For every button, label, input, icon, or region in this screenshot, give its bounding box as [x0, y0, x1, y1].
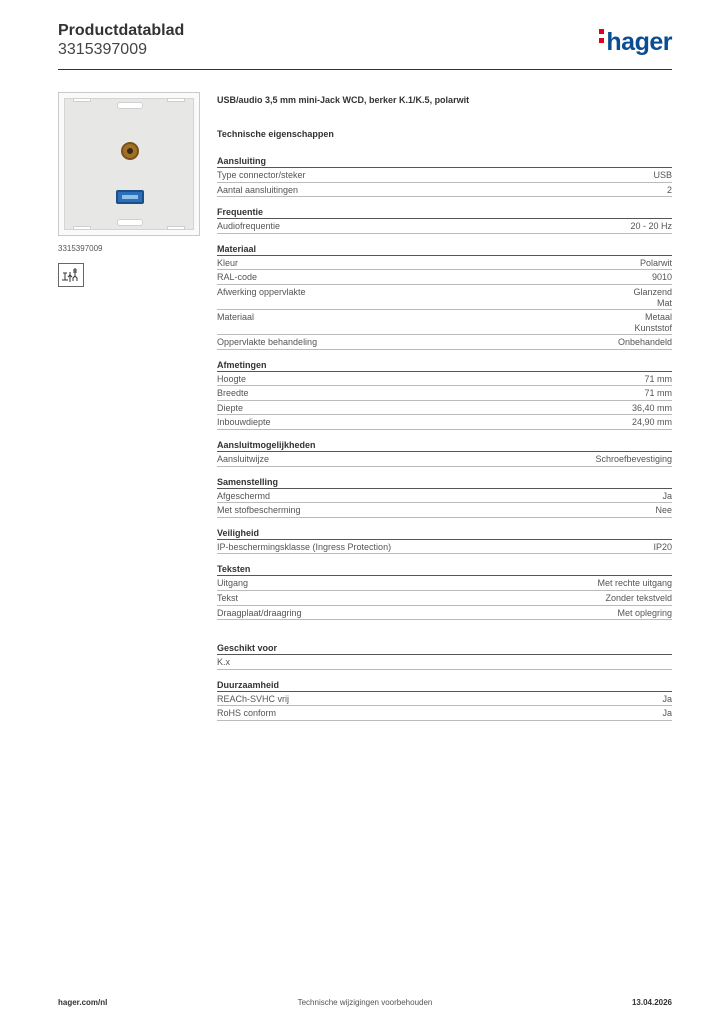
spec-section — [217, 359, 672, 430]
spec-row — [217, 310, 672, 335]
spec-label: Type connector/steker — [217, 170, 306, 180]
section-title: Veiligheid — [217, 527, 672, 540]
spec-value — [618, 337, 672, 349]
logo-text: hager — [606, 28, 672, 56]
product-image — [58, 92, 200, 236]
spec-row — [217, 270, 672, 285]
spec-value-line: Nee — [655, 505, 672, 516]
spec-section — [217, 527, 672, 555]
spec-label: Afgeschermd — [217, 490, 271, 501]
spec-value — [644, 374, 672, 386]
audio-jack-icon — [121, 142, 139, 160]
spec-label: Afwerking oppervlakte — [217, 286, 306, 297]
spec-value — [662, 708, 672, 720]
section-title: Frequentie — [217, 206, 672, 219]
spec-value-line: Zonder tekstveld — [605, 592, 672, 603]
spec-value-line: 36,40 mm — [631, 402, 672, 413]
spec-row — [217, 540, 672, 555]
spec-value-line: Metaal — [644, 311, 672, 322]
spec-row — [217, 401, 672, 416]
spec-value — [662, 694, 672, 706]
spec-label: K.x — [217, 657, 231, 668]
spec-value — [667, 185, 672, 197]
spec-row — [217, 706, 672, 721]
spec-section — [217, 642, 672, 670]
spec-value — [655, 505, 672, 517]
spec-label: Kleur — [217, 257, 239, 268]
page-header — [58, 22, 672, 68]
spec-value — [634, 312, 672, 334]
usb-port-icon — [116, 190, 144, 204]
spec-sections-extra — [217, 642, 672, 721]
spec-value-line: Ja — [662, 490, 672, 501]
spec-label: Aantal aansluitingen — [217, 184, 299, 195]
spec-label: IP-beschermingsklasse (Ingress Protection) — [217, 541, 392, 552]
spec-value-line: Onbehandeld — [617, 336, 672, 347]
spec-section — [217, 155, 672, 197]
spec-section — [217, 679, 672, 721]
spec-value-line: Schroefbevestiging — [595, 453, 672, 464]
spec-row — [217, 183, 672, 198]
spec-value — [640, 258, 672, 270]
spec-value-line: 9010 — [651, 272, 672, 283]
spec-section — [217, 243, 672, 350]
spec-value — [652, 272, 672, 284]
spec-row — [217, 415, 672, 430]
spec-value — [662, 491, 672, 503]
section-title: Materiaal — [217, 243, 672, 256]
spec-row — [217, 168, 672, 183]
spec-value — [595, 454, 672, 466]
spec-value — [653, 542, 672, 554]
section-title: Samenstelling — [217, 476, 672, 489]
spec-value — [605, 593, 672, 605]
spec-row — [217, 372, 672, 387]
spec-row — [217, 219, 672, 234]
spec-value-line: Ja — [662, 693, 672, 704]
spec-label: RAL-code — [217, 272, 258, 283]
spec-value-line: Mat — [656, 297, 672, 308]
spec-value — [597, 578, 672, 590]
spec-label: Hoogte — [217, 373, 247, 384]
section-title: Geschikt voor — [217, 642, 672, 655]
spec-section — [217, 476, 672, 518]
spec-row — [217, 256, 672, 271]
spec-row — [217, 503, 672, 518]
spec-label: Draagplaat/draagring — [217, 607, 302, 618]
spec-content — [217, 95, 672, 730]
spec-label: RoHS conform — [217, 708, 277, 719]
section-title: Aansluitmogelijkheden — [217, 439, 672, 452]
spec-label: REACh-SVHC vrij — [217, 693, 290, 704]
spec-value-line: 20 - 20 Hz — [630, 221, 672, 232]
section-title: Aansluiting — [217, 155, 672, 168]
spec-row — [217, 576, 672, 591]
document-number: 3315397009 — [58, 41, 147, 58]
spec-value-line: Ja — [662, 708, 672, 719]
spec-value-line: 2 — [666, 184, 672, 195]
spec-value — [632, 417, 672, 429]
spec-label: Tekst — [217, 592, 239, 603]
spec-row — [217, 386, 672, 401]
spec-row — [217, 606, 672, 621]
spec-value-line: Polarwit — [639, 257, 672, 268]
spec-value-line: Met rechte uitgang — [597, 578, 672, 589]
section-title: Duurzaamheid — [217, 679, 672, 692]
usb-jack-wiring-symbol-icon — [58, 263, 84, 287]
header-divider — [58, 69, 672, 70]
spec-label: Met stofbescherming — [217, 505, 301, 516]
spec-sections — [217, 155, 672, 620]
spec-value — [633, 287, 672, 309]
spec-section — [217, 563, 672, 620]
footer-website-link[interactable]: hager.com/nl — [58, 998, 108, 1007]
spec-label: Aansluitwijze — [217, 453, 270, 464]
spec-label: Uitgang — [217, 578, 249, 589]
spec-row — [217, 452, 672, 467]
spec-section — [217, 439, 672, 467]
footer-date: 13.04.2026 — [631, 998, 672, 1007]
spec-value-line: Glanzend — [633, 286, 672, 297]
footer-disclaimer: Technische wijzigingen voorbehouden — [297, 998, 433, 1007]
image-caption: 3315397009 — [58, 244, 103, 253]
spec-row — [217, 335, 672, 350]
spec-value — [617, 608, 672, 620]
spec-value — [630, 221, 672, 233]
spec-value — [632, 403, 672, 415]
spec-row — [217, 489, 672, 504]
logo-dots-icon — [599, 29, 604, 47]
spec-row — [217, 692, 672, 707]
spec-label: Materiaal — [217, 311, 255, 322]
spec-value-line: 71 mm — [644, 373, 672, 384]
spec-value — [653, 170, 672, 182]
hager-logo — [599, 28, 672, 57]
spec-row — [217, 285, 672, 310]
section-title: Teksten — [217, 563, 672, 576]
spec-value-line: USB — [653, 170, 672, 180]
spec-row — [217, 655, 672, 670]
section-title: Afmetingen — [217, 359, 672, 372]
technical-properties-title: Technische eigenschappen — [217, 129, 334, 139]
spec-value-line: Kunststof — [634, 322, 672, 333]
product-name: USB/audio 3,5 mm mini-Jack WCD, berker K.1/K.5, polarwit — [217, 95, 470, 105]
spec-value-line: 71 mm — [644, 388, 672, 399]
spec-value-line: 24,90 mm — [631, 417, 672, 428]
spec-value-line: Met oplegring — [617, 607, 672, 618]
spec-label: Diepte — [217, 402, 244, 413]
spec-value-line: IP20 — [653, 541, 672, 552]
socket-plate — [64, 98, 194, 230]
spec-label: Audiofrequentie — [217, 221, 281, 232]
spec-label: Breedte — [217, 388, 249, 399]
spec-value — [644, 388, 672, 400]
document-title: Productdatablad — [58, 22, 185, 39]
spec-label: Oppervlakte behandeling — [217, 336, 318, 347]
spec-section — [217, 206, 672, 234]
spec-label: Inbouwdiepte — [217, 417, 271, 428]
spec-row — [217, 591, 672, 606]
